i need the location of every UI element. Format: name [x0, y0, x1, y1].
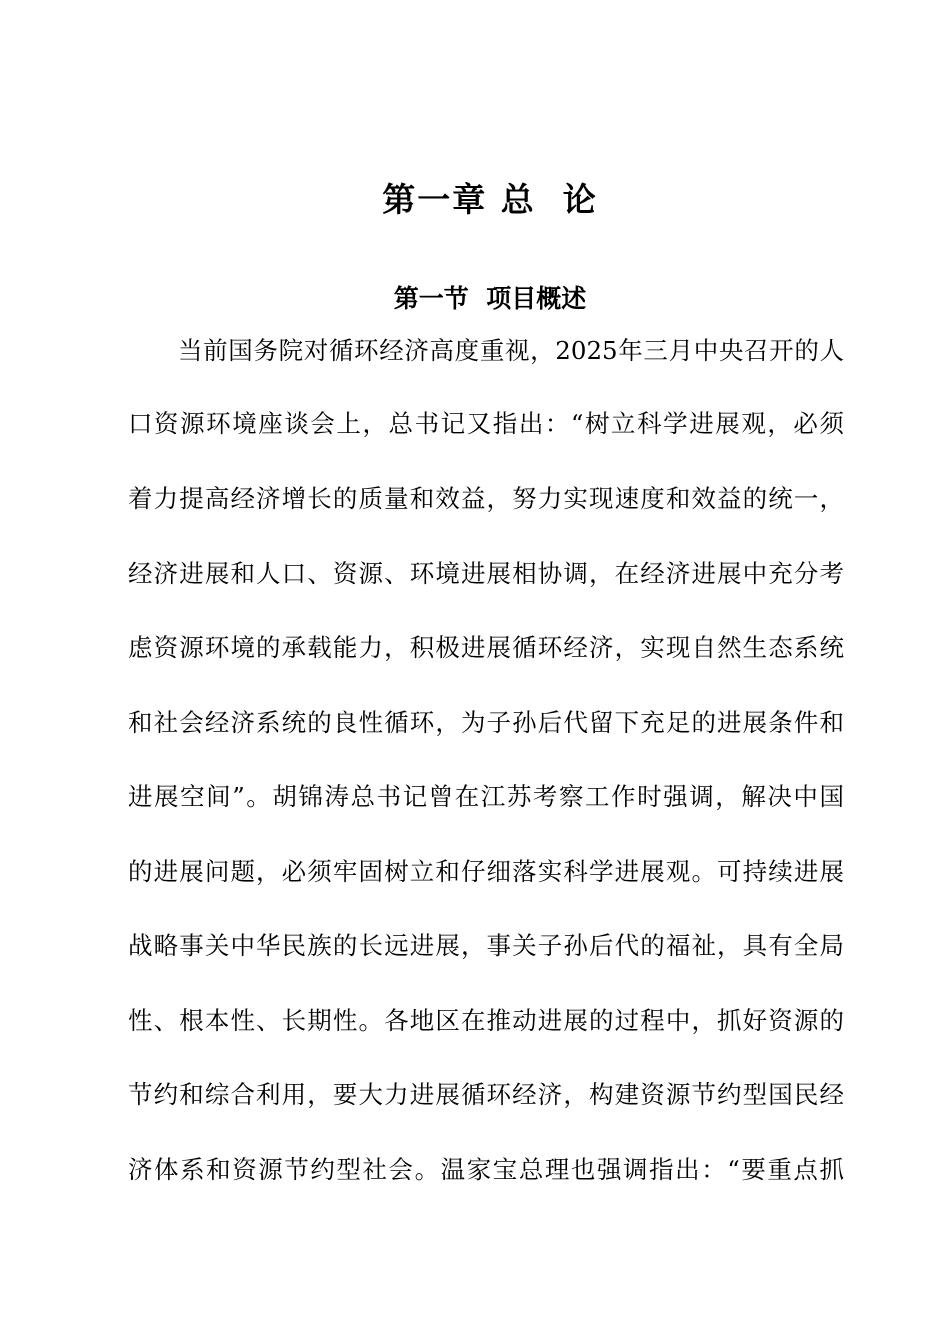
- paragraph-line: 性、根本性、长期性。各地区在推动进展的过程中，抓好资源的: [128, 1006, 844, 1035]
- paragraph-line: 虑资源环境的承载能力，积极进展循环经济，实现自然生态系统: [128, 633, 844, 662]
- paragraph-line: 经济进展和人口、资源、环境进展相协调，在经济进展中充分考: [128, 559, 844, 588]
- chapter-title: 第一章 总 论: [382, 180, 598, 219]
- paragraph-line: 口资源环境座谈会上，总书记又指出：“树立科学进展观，必须: [128, 409, 844, 438]
- paragraph-line: 当前国务院对循环经济高度重视，2025年三月中央召开的人: [178, 336, 844, 365]
- paragraph-line: 的进展问题，必须牢固树立和仔细落实科学进展观。可持续进展: [128, 857, 844, 886]
- paragraph-line: 济体系和资源节约型社会。温家宝总理也强调指出：“要重点抓: [128, 1155, 844, 1184]
- section-title: 第一节 项目概述: [393, 284, 587, 313]
- paragraph-line: 和社会经济系统的良性循环，为子孙后代留下充足的进展条件和: [128, 708, 844, 737]
- paragraph-line: 着力提高经济增长的质量和效益，努力实现速度和效益的统一，: [128, 484, 844, 513]
- paragraph-line: 进展空间”。胡锦涛总书记曾在江苏考察工作时强调，解决中国: [128, 782, 844, 811]
- paragraph-line: 战略事关中华民族的长远进展，事关子孙后代的福祉，具有全局: [128, 931, 844, 960]
- paragraph-line: 节约和综合利用，要大力进展循环经济，构建资源节约型国民经: [128, 1080, 844, 1109]
